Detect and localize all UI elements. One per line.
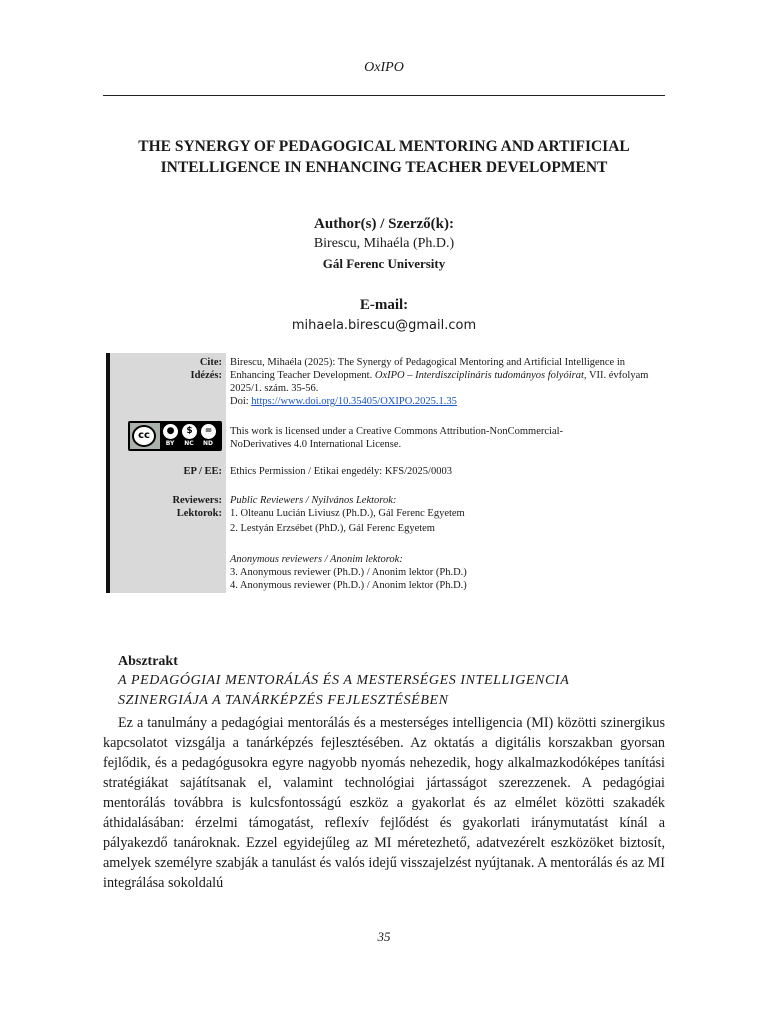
author-affiliation: Gál Ferenc University (322, 256, 446, 271)
email-block (0, 295, 768, 337)
reviewers-label-en: Reviewers: (172, 495, 222, 506)
reviewers-label-hu: Lektorok: (176, 508, 222, 519)
reviewer-item: 2. Lestyán Erzsébet (PhD.), Gál Ferenc Egyetem (230, 523, 435, 534)
license-line-1: This work is licensed under a Creative Commons Attribution-NonCommercial- (230, 426, 564, 437)
article-title (103, 136, 665, 178)
citation-plain: Enhancing Teacher Development. (230, 370, 373, 381)
article-title-line-2: INTELLIGENCE IN ENHANCING TEACHER DEVELOPMENT (160, 159, 608, 176)
anon-reviewers-heading: Anonymous reviewers / Anonim lektorok: (230, 554, 403, 565)
journal-header: OxIPO (364, 60, 404, 75)
noncommercial-icon: $ (182, 424, 197, 439)
abstract-heading: Absztrakt (118, 654, 178, 669)
ethics-permission: Ethics Permission / Etikai engedély: KFS/2025/0003 (230, 466, 452, 477)
abstract-body: Ez a tanulmány a pedagógiai mentorálás és a mesterséges intelligencia (MI) közötti szinergikus kapcsolatot vizsgálja a tanárképzés fejlesztésében. Az oktatás a digitális korszakban gyorsan fejlődik, és a pedagógusokra egyre nagyobb nyomás nehezedik, hogy alkalmazkodóképes tanítási stratégiákat sajátítsanak el, valamint technológiai jártasságot szerezzenek. A pedagógiai mentorálás továbbra is kulcsfontosságú eszköz a gyakorlat és az elmélet közötti szakadék áthidalásában: érzelmi támogatást, reflexív fejlődést és gyakorlati iránymutatást kínál a pályakezdő tanároknak. Ezzel egyidejűleg az MI méretezhető, adatvezérelt eszközöket biztosít, amelyek személyre szabják a tanulást és valós idejű visszajelzést nyújtanak. A mentorálás és az MI integrálása sokoldalú (103, 715, 665, 891)
license-line-2: NoDerivatives 4.0 International License. (230, 439, 402, 450)
abstract-title-line-1: A PEDAGÓGIAI MENTORÁLÁS ÉS A MESTERSÉGES INTELLIGENCIA (118, 673, 570, 688)
email-heading: E-mail: (359, 297, 409, 313)
ep-label: EP / EE: (183, 466, 222, 477)
cc-nd-text: ND (202, 440, 213, 447)
cite-label-en: Cite: (199, 357, 222, 368)
creative-commons-badge[interactable] (128, 421, 222, 451)
cc-license-icons (160, 423, 220, 449)
cc-nc-text: NC (184, 440, 194, 447)
doi-line (230, 395, 660, 408)
anonymous-reviewers (230, 553, 660, 592)
attribution-icon: ● (163, 424, 178, 439)
reviewer-item: 3. Anonymous reviewer (Ph.D.) / Anonim lektor (Ph.D.) (230, 567, 467, 578)
abstract-title (118, 671, 663, 711)
article-info-box (106, 353, 666, 593)
page-number: 35 (377, 929, 391, 944)
public-reviewers-heading: Public Reviewers / Nyilvános Lektorok: (230, 495, 397, 506)
info-label-column (110, 353, 226, 593)
citation-line-1: Birescu, Mihaéla (2025): The Synergy of Pedagogical Mentoring and Artificial Intelligence in (230, 357, 626, 368)
noderivatives-icon: = (201, 424, 216, 439)
email-address[interactable]: mihaela.birescu@gmail.com (291, 318, 477, 333)
cite-label-hu: Idézés: (190, 370, 222, 381)
header-divider (103, 95, 665, 96)
citation-volume: VII. évfolyam (588, 370, 649, 381)
citation-text (230, 356, 660, 408)
author-name: Birescu, Mihaéla (Ph.D.) (313, 236, 455, 251)
cc-icon: cc (132, 425, 156, 447)
cite-label (191, 356, 223, 382)
doi-link[interactable]: https://www.doi.org/10.35405/OXIPO.2025.1.35 (251, 396, 457, 407)
public-reviewers (230, 494, 660, 535)
abstract-title-line-2: SZINERGIÁJA A TANÁRKÉPZÉS FEJLESZTÉSÉBEN (118, 693, 449, 708)
citation-line-3: 2025/1. szám. 35-56. (230, 383, 319, 394)
author-block (0, 214, 768, 274)
citation-journal: OxIPO – Interdiszciplináris tudományos folyóirat, (374, 370, 587, 381)
doi-label: Doi: (230, 396, 249, 407)
reviewer-item: 4. Anonymous reviewer (Ph.D.) / Anonim lektor (Ph.D.) (230, 580, 467, 591)
reviewers-label (172, 494, 222, 520)
author-heading: Author(s) / Szerző(k): (314, 216, 454, 232)
license-text (230, 425, 660, 451)
article-title-line-1: THE SYNERGY OF PEDAGOGICAL MENTORING AND ARTIFICIAL (138, 138, 630, 155)
cc-by-text: BY (165, 440, 175, 447)
reviewer-item: 1. Olteanu Lucián Liviusz (Ph.D.), Gál Ferenc Egyetem (230, 508, 465, 519)
citation-line-2 (230, 369, 660, 382)
